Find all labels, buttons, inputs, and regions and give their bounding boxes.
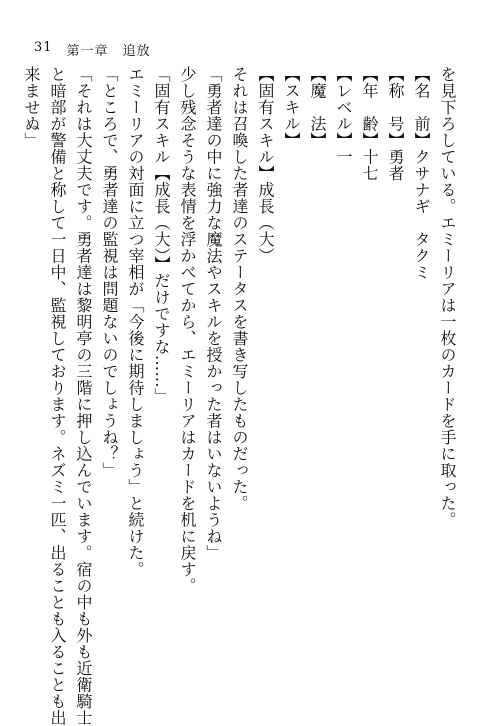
chapter-number: 第一章 xyxy=(66,44,109,59)
status-line-unique-skill: 【固有スキル】成長（大） xyxy=(256,66,275,264)
chapter-title: 追放 xyxy=(122,44,151,59)
text-line: エミーリアの対面に立つ宰相が「今後に期待しましょう」と続けた。 xyxy=(126,66,145,578)
vertical-text-body xyxy=(18,66,460,726)
text-line: 「勇者達の中に強力な魔法やスキルを授かった者はいないようね」 xyxy=(204,66,223,561)
text-line: 「それは大丈夫です。勇者達は黎明亭の三階に押し込んでいます。宿の中も外も近衛騎士 xyxy=(74,66,93,726)
status-line-magic: 【魔 法】 xyxy=(308,66,327,149)
text-line: を見下ろしている。エミーリアは一枚のカードを手に取った。 xyxy=(438,66,457,528)
text-line: それは召喚した者達のステータスを書き写したものだった。 xyxy=(230,66,249,512)
status-line-title: 【称 号】勇者 xyxy=(386,66,405,182)
status-line-level: 【レベル】一 xyxy=(334,66,353,165)
text-line: と暗部が警備と称して一日中、監視しております。ネズミ一匹、出ることも入ることも出 xyxy=(48,66,67,726)
status-line-skill: 【スキル】 xyxy=(282,66,301,149)
text-line: 「固有スキル【成長（大）】だけですな……」 xyxy=(152,66,171,405)
text-line: 少し残念そうな表情を浮かべてから、エミーリアはカードを机に戻す。 xyxy=(178,66,197,594)
status-line-name: 【名 前】クサナギ タクミ xyxy=(412,66,431,281)
text-line: 「ところで、勇者達の監視は問題ないのでしょうね？」 xyxy=(100,66,119,479)
status-line-age: 【年 齢】十七 xyxy=(360,66,379,182)
text-line: 来ませぬ」 xyxy=(22,66,41,149)
page-number: 31 xyxy=(34,40,53,55)
page-header xyxy=(34,40,151,59)
